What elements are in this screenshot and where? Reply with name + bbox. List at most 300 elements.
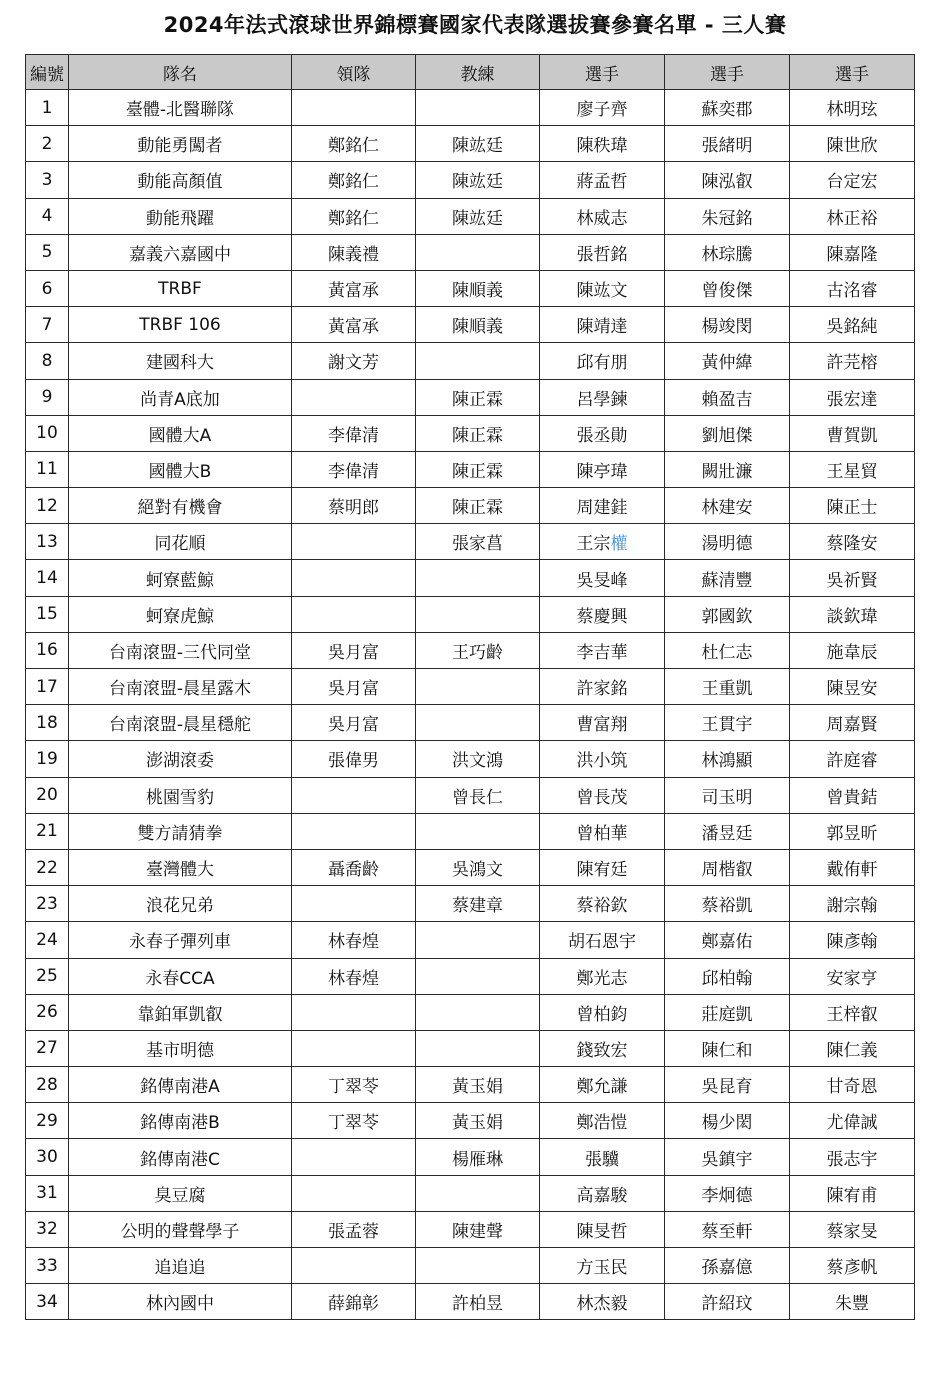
cell-player-1-text: 鄭允謙 (576, 1077, 628, 1098)
cell-leader (292, 415, 416, 451)
cell-coach-text: 黃玉娟 (452, 1113, 503, 1134)
cell-player-3-text: 林明玹 (826, 100, 878, 121)
cell-team-name (69, 1030, 292, 1066)
cell-team-name-text: 台南滾盟-晨星穩舵 (108, 715, 252, 736)
cell-team-name (69, 451, 292, 487)
cell-player-3 (790, 994, 915, 1030)
cell-player-2 (665, 669, 790, 705)
cell-player-3-text: 謝宗翰 (826, 896, 878, 917)
cell-player-1-text: 廖子齊 (576, 100, 628, 121)
cell-team-name-text: 嘉義六嘉國中 (129, 244, 231, 265)
cell-leader-text: 李偉清 (328, 425, 379, 446)
cell-number (26, 705, 69, 741)
cell-player-2-text: 邱柏翰 (701, 968, 753, 989)
cell-leader (292, 560, 416, 596)
cell-leader (292, 849, 416, 885)
cell-number (26, 307, 69, 343)
cell-number-text: 23 (36, 893, 58, 914)
cell-player-2-text: 楊少閎 (701, 1113, 753, 1134)
cell-coach (416, 705, 540, 741)
cell-player-2-text: 林鴻顯 (701, 751, 753, 772)
cell-leader (292, 596, 416, 632)
cell-team-name (69, 1211, 292, 1247)
cell-player-3 (790, 270, 915, 306)
cell-player-3-text: 陳昱安 (826, 679, 878, 700)
table-row (26, 849, 915, 885)
cell-player-2-text: 郭國欽 (701, 606, 753, 627)
cell-coach-text: 黃玉娟 (452, 1077, 503, 1098)
cell-coach (416, 270, 540, 306)
cell-team-name (69, 1139, 292, 1175)
cell-player-3-text: 陳宥甫 (826, 1185, 878, 1206)
cell-number-text: 29 (36, 1110, 58, 1131)
cell-team-name (69, 524, 292, 560)
cell-coach (416, 307, 540, 343)
table-row (26, 162, 915, 198)
cell-coach (416, 415, 540, 451)
cell-leader (292, 524, 416, 560)
cell-player-1-text: 胡石恩宇 (568, 932, 636, 953)
cell-number (26, 162, 69, 198)
cell-team-name (69, 343, 292, 379)
cell-leader (292, 343, 416, 379)
cell-player-1 (540, 126, 665, 162)
cell-team-name-text: 桃園雪豹 (146, 787, 214, 808)
cell-player-2-text: 李炯德 (701, 1185, 753, 1206)
cell-team-name-text: 蚵寮藍鯨 (146, 570, 214, 591)
cell-player-3 (790, 849, 915, 885)
table-row (26, 1067, 915, 1103)
cell-leader (292, 632, 416, 668)
table-row (26, 1284, 915, 1320)
cell-player-2 (665, 813, 790, 849)
cell-player-1-text: 曾柏鈞 (576, 1004, 628, 1025)
table-row (26, 90, 915, 126)
cell-team-name-text: 國體大B (148, 461, 212, 482)
cell-player-3-text: 施韋辰 (826, 642, 878, 663)
cell-team-name-text: 基市明德 (146, 1040, 214, 1061)
cell-coach-text: 陳正霖 (452, 461, 503, 482)
cell-number (26, 90, 69, 126)
cell-player-1 (540, 90, 665, 126)
cell-player-2 (665, 198, 790, 234)
cell-player-2 (665, 90, 790, 126)
cell-player-3-text: 曹賀凱 (826, 425, 878, 446)
cell-team-name (69, 234, 292, 270)
cell-team-name-text: 尚青A底加 (140, 389, 220, 410)
cell-player-1 (540, 886, 665, 922)
cell-player-3 (790, 1175, 915, 1211)
cell-team-name-text: 銘傳南港A (140, 1077, 220, 1098)
cell-player-2-text: 賴盈吉 (701, 389, 753, 410)
cell-player-3-text: 王星貿 (826, 461, 878, 482)
column-header-coach: 教練 (416, 55, 540, 90)
cell-number-text: 8 (41, 350, 53, 371)
cell-number-text: 11 (36, 459, 58, 480)
cell-number-text: 32 (36, 1219, 58, 1240)
cell-player-1 (540, 1211, 665, 1247)
cell-number (26, 596, 69, 632)
cell-player-2 (665, 632, 790, 668)
cell-player-1-text: 曹富翔 (576, 715, 628, 736)
cell-player-2-text: 蔡至軒 (701, 1221, 753, 1242)
cell-player-3 (790, 1067, 915, 1103)
cell-number-text: 6 (41, 278, 53, 299)
page-title: 2024年法式滾球世界錦標賽國家代表隊選拔賽參賽名單 - 三人賽 (163, 13, 787, 37)
cell-player-3-text: 蔡家旻 (826, 1221, 878, 1242)
cell-player-2-text: 陳仁和 (701, 1040, 753, 1061)
cell-number-text: 1 (41, 97, 53, 118)
table-row (26, 1030, 915, 1066)
cell-player-3-text: 周嘉賢 (826, 715, 878, 736)
cell-coach (416, 90, 540, 126)
cell-player-2-text: 許紹玟 (701, 1294, 753, 1315)
cell-number-text: 4 (41, 206, 53, 227)
cell-leader-text: 聶喬齡 (328, 860, 379, 881)
cell-player-1-text: 許家銘 (576, 679, 628, 700)
cell-player-2-text: 曾俊傑 (701, 281, 753, 302)
cell-team-name (69, 415, 292, 451)
cell-player-2-text: 鄭嘉佑 (701, 932, 753, 953)
cell-team-name-text: 公明的聲聲學子 (120, 1221, 240, 1242)
cell-coach (416, 1175, 540, 1211)
cell-player-1 (540, 994, 665, 1030)
cell-player-3-text: 張宏達 (826, 389, 878, 410)
cell-leader (292, 307, 416, 343)
cell-player-1 (540, 922, 665, 958)
cell-coach-text: 陳正霖 (452, 498, 503, 519)
cell-player-3-text: 許芫榕 (826, 353, 878, 374)
cell-coach (416, 777, 540, 813)
cell-number (26, 777, 69, 813)
cell-player-2-text: 杜仁志 (701, 642, 753, 663)
cell-team-name (69, 813, 292, 849)
cell-player-3-text: 台定宏 (826, 172, 878, 193)
cell-coach (416, 451, 540, 487)
cell-team-name (69, 632, 292, 668)
cell-player-2 (665, 1067, 790, 1103)
cell-coach (416, 1103, 540, 1139)
cell-team-name (69, 560, 292, 596)
cell-number (26, 343, 69, 379)
cell-player-3 (790, 958, 915, 994)
header-row (26, 55, 915, 90)
cell-player-1-text: 陳竑文 (576, 281, 628, 302)
cell-player-2 (665, 596, 790, 632)
cell-player-3-text: 談欽瑋 (826, 606, 878, 627)
cell-coach (416, 1030, 540, 1066)
cell-player-1 (540, 1175, 665, 1211)
table-row (26, 922, 915, 958)
cell-team-name-text: 絕對有機會 (137, 498, 223, 519)
cell-player-1-text: 邱有朋 (576, 353, 628, 374)
cell-team-name-text: 蚵寮虎鯨 (146, 606, 214, 627)
cell-player-2-text: 闕壯濂 (701, 461, 753, 482)
cell-team-name-text: 動能勇闖者 (137, 136, 223, 157)
cell-player-2 (665, 451, 790, 487)
cell-player-2 (665, 1103, 790, 1139)
table-row (26, 813, 915, 849)
cell-player-1-text: 王宗 (576, 534, 611, 555)
cell-team-name-text: 建國科大 (146, 353, 214, 374)
cell-number (26, 813, 69, 849)
table-row (26, 415, 915, 451)
cell-player-3 (790, 379, 915, 415)
table-row (26, 1175, 915, 1211)
cell-leader (292, 813, 416, 849)
cell-player-2-text: 吳鎮宇 (701, 1149, 753, 1170)
cell-leader (292, 126, 416, 162)
cell-leader (292, 90, 416, 126)
cell-leader-text: 李偉清 (328, 461, 379, 482)
cell-player-1 (540, 379, 665, 415)
cell-team-name (69, 488, 292, 524)
cell-coach (416, 343, 540, 379)
cell-player-1-text: 高嘉駿 (576, 1185, 628, 1206)
cell-player-2-text: 王貫宇 (701, 715, 753, 736)
cell-leader-text: 鄭銘仁 (328, 208, 379, 229)
cell-coach (416, 1248, 540, 1284)
cell-player-3 (790, 162, 915, 198)
cell-team-name-text: 台南滾盟-三代同堂 (108, 642, 252, 663)
cell-player-3 (790, 596, 915, 632)
table-row (26, 343, 915, 379)
cell-number (26, 1175, 69, 1211)
cell-player-3-text: 甘奇恩 (826, 1077, 878, 1098)
cell-player-3 (790, 632, 915, 668)
cell-team-name-text: 台南滾盟-晨星露木 (108, 679, 252, 700)
cell-player-2 (665, 379, 790, 415)
cell-player-3-text: 尤偉誠 (826, 1113, 878, 1134)
cell-player-3-text: 曾貴銡 (826, 787, 878, 808)
cell-leader-text: 謝文芳 (328, 353, 379, 374)
cell-player-2 (665, 307, 790, 343)
cell-coach (416, 1211, 540, 1247)
table-row (26, 705, 915, 741)
cell-player-3 (790, 1284, 915, 1320)
cell-player-3 (790, 777, 915, 813)
cell-team-name-text: 動能飛躍 (146, 208, 214, 229)
cell-player-1 (540, 596, 665, 632)
cell-coach (416, 198, 540, 234)
cell-player-2 (665, 1284, 790, 1320)
cell-coach-text: 王巧齡 (452, 642, 503, 663)
cell-player-2-text: 湯明德 (701, 534, 753, 555)
cell-player-3 (790, 126, 915, 162)
cell-player-1-text: 呂學鍊 (576, 389, 628, 410)
cell-leader (292, 922, 416, 958)
cell-player-2 (665, 741, 790, 777)
cell-player-3-text: 朱豐 (835, 1294, 869, 1315)
cell-leader (292, 488, 416, 524)
cell-team-name (69, 596, 292, 632)
cell-leader (292, 162, 416, 198)
cell-leader (292, 379, 416, 415)
cell-team-name-text: 銘傳南港B (140, 1113, 220, 1134)
cell-team-name-text: 銘傳南港C (140, 1149, 220, 1170)
cell-player-2-text: 吳昆育 (701, 1077, 753, 1098)
cell-player-2-text: 司玉明 (701, 787, 753, 808)
cell-player-1 (540, 1139, 665, 1175)
cell-player-2 (665, 1175, 790, 1211)
cell-team-name-text: 林內國中 (146, 1294, 214, 1315)
cell-team-name (69, 1103, 292, 1139)
table-row (26, 1139, 915, 1175)
table-row (26, 1248, 915, 1284)
cell-coach-text: 陳正霖 (452, 425, 503, 446)
table-row (26, 307, 915, 343)
cell-player-1-text: 蔡裕欽 (576, 896, 628, 917)
cell-number (26, 270, 69, 306)
cell-number (26, 560, 69, 596)
cell-player-1 (540, 1103, 665, 1139)
cell-player-2-text: 林琮騰 (701, 244, 753, 265)
cell-coach (416, 922, 540, 958)
cell-number (26, 488, 69, 524)
cell-number-text: 9 (41, 387, 53, 408)
cell-leader-text: 張偉男 (328, 751, 379, 772)
cell-player-2 (665, 1211, 790, 1247)
cell-coach-text: 洪文鴻 (452, 751, 503, 772)
cell-team-name-text: 國體大A (148, 425, 212, 446)
cell-leader-text: 林春煌 (328, 968, 379, 989)
column-header-player-2: 選手 (665, 55, 790, 90)
cell-leader (292, 198, 416, 234)
cell-player-1 (540, 813, 665, 849)
cell-player-2 (665, 705, 790, 741)
cell-team-name (69, 1175, 292, 1211)
cell-coach (416, 741, 540, 777)
cell-player-2-text: 孫嘉億 (701, 1258, 753, 1279)
cell-coach (416, 234, 540, 270)
cell-player-1-text: 張丞勛 (576, 425, 628, 446)
cell-leader (292, 1211, 416, 1247)
cell-player-3 (790, 307, 915, 343)
cell-player-3 (790, 415, 915, 451)
cell-coach (416, 524, 540, 560)
cell-team-name (69, 126, 292, 162)
cell-coach-text: 楊雁琳 (452, 1149, 503, 1170)
column-header-player-3: 選手 (790, 55, 915, 90)
cell-player-3 (790, 669, 915, 705)
cell-player-2 (665, 1139, 790, 1175)
cell-player-3-text: 許庭睿 (826, 751, 878, 772)
cell-player-1-text: 蔡慶興 (576, 606, 628, 627)
cell-leader (292, 705, 416, 741)
cell-number-text: 20 (36, 785, 58, 806)
cell-player-3 (790, 451, 915, 487)
cell-number-text: 31 (36, 1183, 58, 1204)
cell-player-2-text: 王重凱 (701, 679, 753, 700)
table-row (26, 560, 915, 596)
cell-player-3 (790, 560, 915, 596)
cell-player-3 (790, 524, 915, 560)
cell-player-1-text: 陳亭瑋 (576, 461, 628, 482)
cell-player-3-text: 安家亨 (826, 968, 878, 989)
cell-player-2-text: 黃仲緯 (701, 353, 753, 374)
cell-coach (416, 1067, 540, 1103)
table-row (26, 958, 915, 994)
table-row (26, 524, 915, 560)
cell-leader-text: 鄭銘仁 (328, 172, 379, 193)
table-row (26, 379, 915, 415)
cell-coach (416, 669, 540, 705)
cell-player-2 (665, 958, 790, 994)
table-row (26, 669, 915, 705)
table-row (26, 451, 915, 487)
cell-number-text: 21 (36, 821, 58, 842)
cell-coach (416, 1139, 540, 1175)
cell-number-text: 33 (36, 1255, 58, 1276)
table-row (26, 234, 915, 270)
cell-player-3 (790, 886, 915, 922)
cell-coach-text: 陳順義 (452, 281, 503, 302)
cell-coach (416, 958, 540, 994)
column-header-leader: 領隊 (292, 55, 416, 90)
cell-number (26, 1139, 69, 1175)
cell-player-1 (540, 198, 665, 234)
cell-number (26, 994, 69, 1030)
cell-leader (292, 270, 416, 306)
cell-leader-text: 黃富承 (328, 317, 379, 338)
cell-number-text: 12 (36, 495, 58, 516)
cell-team-name (69, 1248, 292, 1284)
cell-leader (292, 958, 416, 994)
cell-team-name-text: 同花順 (154, 534, 206, 555)
cell-player-3 (790, 90, 915, 126)
cell-leader-text: 薛錦彰 (328, 1294, 379, 1315)
cell-coach-text: 許柏昱 (452, 1294, 503, 1315)
cell-number (26, 379, 69, 415)
cell-player-3-text: 蔡彥帆 (826, 1258, 878, 1279)
table-row (26, 1211, 915, 1247)
cell-team-name-text: TRBF 106 (139, 314, 221, 335)
cell-player-2-text: 蔡裕凱 (701, 896, 753, 917)
cell-player-3 (790, 488, 915, 524)
cell-number-text: 7 (41, 314, 53, 335)
cell-leader (292, 451, 416, 487)
cell-number (26, 451, 69, 487)
cell-leader-text: 吳月富 (328, 679, 379, 700)
cell-team-name-text: TRBF (158, 278, 202, 299)
cell-player-1 (540, 849, 665, 885)
cell-leader (292, 886, 416, 922)
cell-player-1-text: 張哲銘 (576, 244, 628, 265)
cell-leader-text: 蔡明郎 (328, 498, 379, 519)
cell-leader-text: 黃富承 (328, 281, 379, 302)
cell-leader (292, 1284, 416, 1320)
cell-team-name (69, 741, 292, 777)
cell-number (26, 886, 69, 922)
cell-number (26, 198, 69, 234)
cell-player-3-text: 蔡隆安 (826, 534, 878, 555)
cell-team-name (69, 307, 292, 343)
cell-player-2-text: 蘇清豐 (701, 570, 753, 591)
cell-leader-text: 張孟蓉 (328, 1221, 379, 1242)
cell-number (26, 669, 69, 705)
cell-number-text: 15 (36, 604, 58, 625)
column-header-player-1: 選手 (540, 55, 665, 90)
cell-coach-text: 張家菖 (452, 534, 503, 555)
cell-team-name (69, 90, 292, 126)
cell-coach-text: 曾長仁 (452, 787, 503, 808)
cell-player-3-text: 張志宇 (826, 1149, 878, 1170)
cell-team-name-text: 動能高顏值 (137, 172, 223, 193)
cell-leader-text: 吳月富 (328, 715, 379, 736)
cell-coach (416, 126, 540, 162)
cell-player-1 (540, 234, 665, 270)
cell-player-1 (540, 632, 665, 668)
